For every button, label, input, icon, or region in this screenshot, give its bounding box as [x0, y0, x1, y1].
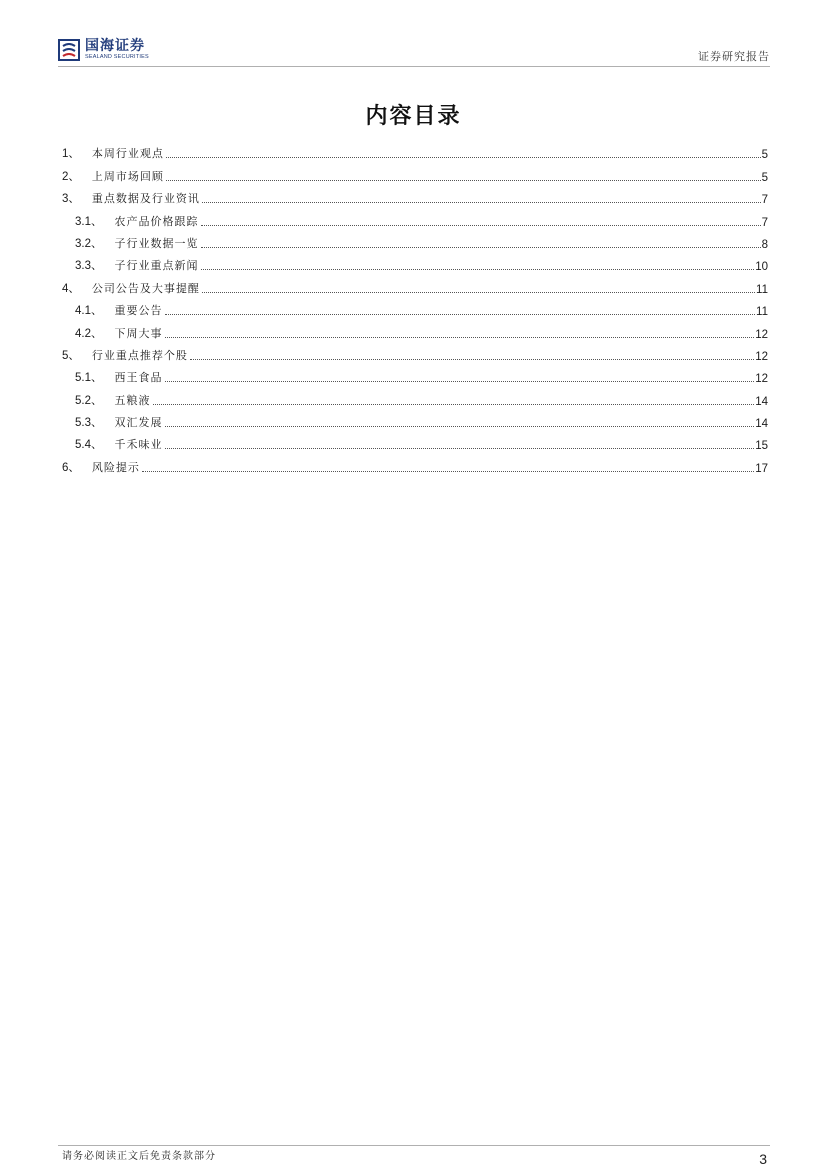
toc-dot-leader: [165, 313, 756, 315]
toc-entry-page: 12: [755, 373, 768, 386]
toc-entry-label: 重点数据及行业资讯: [91, 192, 200, 206]
sealand-logo-icon: [58, 39, 80, 61]
toc-entry-label: 行业重点推荐个股: [91, 348, 188, 362]
toc-entry-number: 5.4、: [75, 439, 103, 452]
footer-divider: [58, 1145, 770, 1146]
toc-entry-number: 4.1、: [75, 305, 103, 318]
toc-entry-page: 5: [761, 149, 768, 162]
toc-entry-page: 7: [761, 216, 768, 229]
toc-dot-leader: [201, 224, 761, 226]
toc-entry-label: 千禾味业: [114, 438, 163, 452]
toc-entry-page: 5: [761, 171, 768, 184]
toc-dot-leader: [142, 470, 754, 472]
toc-entry-label: 农产品价格跟踪: [114, 214, 199, 228]
toc-entry-label: 子行业重点新闻: [114, 259, 199, 273]
toc-dot-leader: [166, 156, 761, 158]
page-number: 3: [759, 1151, 767, 1167]
toc-entry[interactable]: [62, 452, 768, 474]
toc-entry-label: 西王食品: [114, 371, 163, 385]
toc-entry-number: 4、: [62, 282, 80, 295]
toc-dot-leader: [165, 336, 755, 338]
toc-entry-number: 5.1、: [75, 372, 103, 385]
toc-entry-label: 五粮液: [114, 393, 151, 407]
toc-entry[interactable]: [62, 161, 768, 183]
toc-entry-page: 15: [755, 440, 768, 453]
toc-entry-number: 1、: [62, 148, 80, 161]
toc-dot-leader: [202, 201, 761, 203]
toc-entry-number: 5.2、: [75, 394, 103, 407]
toc-dot-leader: [166, 179, 761, 181]
toc-entry-number: 3.3、: [75, 260, 103, 273]
toc-entry-number: 2、: [62, 170, 80, 183]
toc-entry-number: 6、: [62, 461, 80, 474]
toc-entry-number: 4.2、: [75, 327, 103, 340]
toc-entry-page: 12: [755, 350, 768, 363]
toc-dot-leader: [165, 447, 755, 449]
toc-dot-leader: [202, 291, 755, 293]
toc-entry[interactable]: [62, 341, 768, 363]
toc-entry-number: 3.2、: [75, 237, 103, 250]
toc-entry[interactable]: [62, 430, 768, 452]
toc-entry[interactable]: [62, 206, 768, 228]
toc-entry-page: 8: [761, 238, 768, 251]
toc-entry-number: 3.1、: [75, 215, 103, 228]
toc-dot-leader: [201, 246, 761, 248]
logo-chinese-name: 国海证券: [85, 38, 145, 54]
toc-dot-leader: [153, 403, 755, 405]
toc-entry[interactable]: [62, 363, 768, 385]
toc-entry[interactable]: [62, 251, 768, 273]
toc-entry[interactable]: [62, 229, 768, 251]
toc-entry[interactable]: [62, 296, 768, 318]
toc-entry-number: 3、: [62, 193, 80, 206]
toc-entry-label: 子行业数据一览: [114, 236, 199, 250]
header-divider: [58, 66, 770, 67]
toc-entry-label: 上周市场回顾: [91, 169, 164, 183]
toc-entry-label: 双汇发展: [114, 416, 163, 430]
toc-entry-page: 17: [755, 462, 768, 475]
toc-entry-label: 公司公告及大事提醒: [91, 281, 200, 295]
toc-title: 内容目录: [365, 104, 462, 129]
toc-entry[interactable]: [62, 408, 768, 430]
toc-dot-leader: [165, 380, 755, 382]
logo-english-name: SEALAND SECURITIES: [85, 54, 149, 60]
toc-entry-page: 11: [756, 306, 768, 319]
toc-entry-label: 风险提示: [91, 460, 140, 474]
toc-entry-label: 本周行业观点: [91, 147, 164, 161]
toc-entry[interactable]: [62, 385, 768, 407]
report-type-label: 证券研究报告: [698, 50, 770, 63]
toc-entry[interactable]: [62, 318, 768, 340]
toc-entry-label: 下周大事: [114, 326, 163, 340]
toc-entry-page: 14: [755, 418, 768, 431]
footer-disclaimer: 请务必阅读正文后免责条款部分: [62, 1151, 216, 1162]
company-logo: [58, 36, 149, 64]
toc-entry[interactable]: [62, 139, 768, 161]
table-of-contents: [62, 139, 768, 475]
toc-entry-number: 5、: [62, 349, 80, 362]
toc-entry-label: 重要公告: [114, 304, 163, 318]
toc-entry-page: 14: [755, 395, 768, 408]
toc-entry-page: 10: [755, 261, 768, 274]
toc-entry[interactable]: [62, 273, 768, 295]
toc-dot-leader: [190, 358, 754, 360]
toc-dot-leader: [165, 425, 755, 427]
toc-entry-page: 7: [761, 194, 768, 207]
toc-dot-leader: [201, 268, 755, 270]
toc-entry-page: 11: [756, 283, 768, 296]
toc-entry-number: 5.3、: [75, 417, 103, 430]
toc-entry-page: 12: [755, 328, 768, 341]
toc-entry[interactable]: [62, 184, 768, 206]
page-header: [58, 36, 770, 66]
